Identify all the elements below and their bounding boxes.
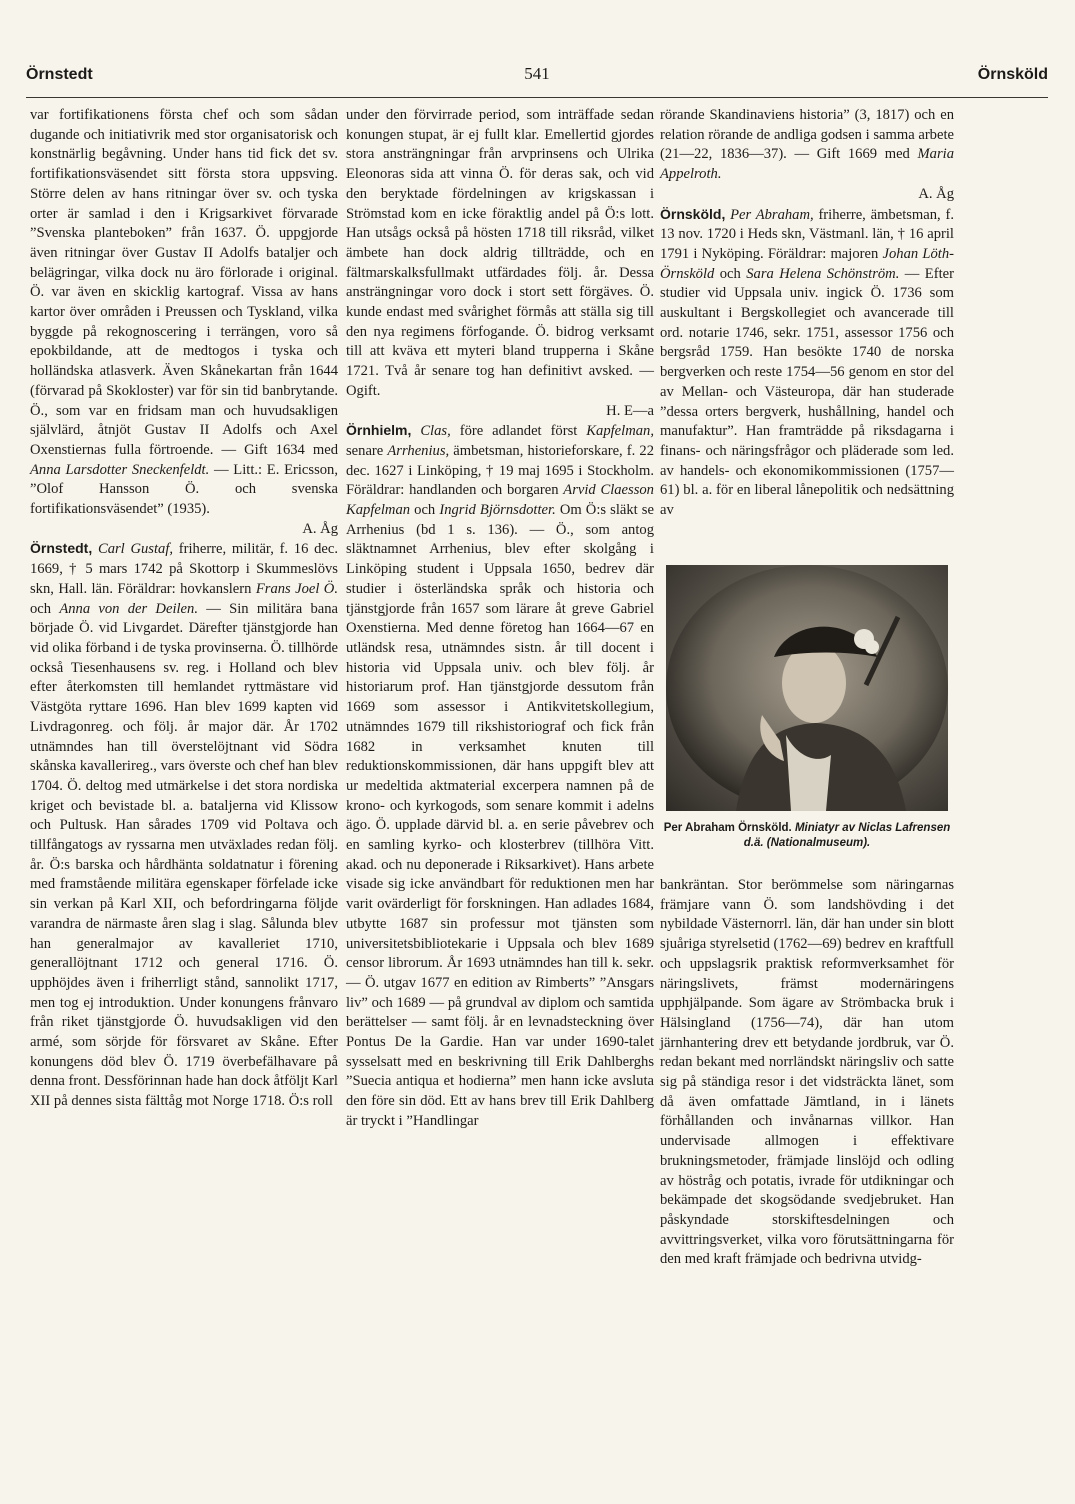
former-name: Arrhenius,	[387, 442, 450, 459]
mother-name: Ingrid Björnsdotter.	[439, 502, 556, 519]
paragraph	[660, 876, 954, 1270]
given-names: Carl Gustaf,	[97, 541, 174, 558]
text-run: var fortifikationens första chef och som sådan dugande och initiativrik med stor organisatorisk och konstnärlig begåvning. Under hans tid fick det sv. fortifikationsväsendet sitt första stora uppsving. Större delen av hans ritningar över sv. och tyska orter är samlad i den i Krigsarkivet förvarade ”Svenska planteboken” från 1637. Ö. uppgjorde även ritningar över Gustav II Adolfs bataljer och belägringar, vilka dock nu äro förlorade i original. Ö. var även en skicklig kartograf. Vissa av hans kartor över områden i Preussen och Tyskland, vilka byggde på rekognoscering i terrängen, voro så epokbildande, att de medtogos i tyska och holländska atlasverk. Även Skånekartan från 1644 (förvarad på Skokloster) var för sin tid banbrytande. Ö., som var en fridsam man och huvudsakligen självlärd, åtnjöt Gustav II Adolfs och Axel Oxenstiernas fulla förtroende. — Gift 1634 med	[30, 107, 338, 458]
page-header	[26, 66, 1048, 92]
father-name: Johan Löth-Örnsköld	[660, 245, 954, 282]
entry-heading: Örnsköld,	[660, 205, 726, 222]
column-1	[30, 106, 338, 1112]
portrait-illustration	[666, 565, 948, 811]
text-run: och	[719, 265, 741, 282]
entry-paragraph	[346, 421, 654, 1131]
paragraph	[346, 106, 654, 421]
author-signature: H. E—a	[606, 402, 654, 419]
entry-paragraph	[30, 539, 338, 1111]
text-run: friherre, militär, f. 16 dec. 1669, † 5 mars 1742 på Skottorp i Skummeslövs skn, Hall. län. Föräldrar: hovkanslern	[30, 541, 339, 597]
running-head-left: Örnstedt	[26, 66, 93, 83]
text-run: bankräntan. Stor berömmelse som näringarnas främjare vann Ö. som landshövding i det nybildade Västernorrl. län, där han under sin blott sjuåriga styrelsetid (1762—69) bedrev en kraftfull och uppslagsrik praktisk reformverksamhet för näringslivets, främst modernäringens upphjälpande. Som ägare av Strömbacka bruk i Hälsingland (1756—74), där han utom järnhantering drev ett betydande jordbruk, var Ö. redan bekant med norrländskt näringsliv och satte sig på ständiga resor i det vidsträckta länet, som då även omfattade Jämtland, in i länets förhållanden och invånarnas villkor. Han undervisade allmogen i effektivare brukningsmetoder, främjade linslöjd och odling av höstråg och potatis, ivrade för utdikningar och bekämpade det skogsödande svedjebruket. Han påskyndade storskiftesdelningen och avvittringsverket, vilka voro förutsättningarna för den med kraft främjade och bedrivna utvidg-	[660, 877, 954, 1268]
father-name: Arvid Claesson Kapfelman	[346, 482, 654, 519]
text-run: och	[414, 502, 436, 519]
text-run: Om Ö:s släkt se Arrhenius (bd 1 s. 136). — Ö., som antog släktnamnet Arrhenius, blev efter skolgång i Linköping student i Uppsala 1650, bedrev där studier i österländska språk och historia och tjänstgjorde från 1657 som lärare åt greve Gabriel Oxenstierna. Med denne företog han 1664—67 en utländsk resa, utnämndes sistn. år till docent i historia vid Uppsala univ. och blev följ. år historiarum prof. Han tjänstgjorde dessutom från 1669 som assessor i Antikvitetskollegium, utnämndes 1679 till rikshistoriograf och fick från 1682 in verksamhet knuten till reduktionskommissionen, där hans uppgift blev att ur medeltida aktmaterial excerpera namnen på de krono- och kyrkogods, som senare kommit i adelns ägo. Ö. upplade därvid bl. a. en serie påvebrev och en samling kyrko- och klosterbrev (tillhöra Vitt. akad. och nu deponerade i Riksarkivet). Hans arbete visade sig icke användbart för reduktionen men har varit ovärderligt för forskningen. Han adlades 1684, utbytte 1687 sin professur mot tjänsten som universitetsbibliotekarie i Uppsala och blev 1689 censor librorum. År 1693 utnämndes han till k. sekr. — Ö. utgav 1677 en edition av Rimberts” ”Ansgars liv” och 1689 — på grundval av diplom och samtida berättelser — samt följ. år en levnadsteckning över Pontus De la Gardie. Han var under 1690-talet sysselsatt med en beskrivning till Erik Dahlberghs ”Suecia antiqua et hodierna” men hann icke avsluta den före sin död. Ett av hans brev till Erik Dahlberg är tryckt i ”Handlingar	[346, 502, 654, 1129]
column-3-bottom	[660, 876, 954, 1270]
text-run: — Efter studier vid Uppsala univ. ingick Ö. 1736 som auskultant i Bergskollegiet och avancerade till ord. notarie 1746, sekr. 1751, assessor 1756 och bergsråd 1759. Han besökte 1740 de norska bergverken och reste 1754—56 genom en stor del av Mellan- och Västeuropa, där han studerade ”dessa orters bergverk, hushållning, handel och manufaktur”. Han framträdde på riksdagarna i finans- och näringsfrågor och pläderade som led. av handels- och ekonomikommissionen (1757—61) bl. a. för en liberal lånepolitik och nedsättning av	[660, 265, 954, 519]
spouse-name: Anna Larsdotter Sneckenfeldt.	[30, 461, 210, 478]
mother-name: Sara Helena Schönström.	[746, 265, 900, 282]
mother-name: Anna von der Deilen.	[59, 600, 198, 617]
father-name: Frans Joel Ö.	[255, 580, 338, 597]
text-run: friherre, ämbetsman, f. 13 nov. 1720 i Heds skn, Västmanl. län, † 16 april 1791 i Nyköping. Föräldrar: majoren	[660, 206, 954, 262]
text-run: och	[30, 600, 52, 617]
author-signature: A. Åg	[302, 520, 338, 537]
column-3-top	[660, 106, 954, 521]
entry-paragraph	[660, 205, 954, 521]
entry-heading: Örnstedt,	[30, 540, 93, 557]
running-head-right: Örnsköld	[977, 66, 1048, 83]
portrait-figure	[660, 565, 954, 851]
caption-name: Per Abraham Örnsköld.	[663, 822, 792, 834]
paragraph	[660, 106, 954, 205]
former-name: Kapfelman,	[586, 423, 654, 440]
text-run: under den förvirrade period, som inträffade sedan konungen stupat, är ej fullt klar. Emellertid gjordes stora ansträngningar från arvprinsens och Ulrika Eleonoras sida att vinna Ö. för deras sak, och vid den beryktade fördelningen av krigskassan i Strömstad kom en icke föraktlig andel på Ö:s lott. Han utsågs också på hösten 1718 till riksråd, vilket ämbete han dock aldrig tillträdde, och en fältmarskalksfullmakt utfärdades följ. år. Dessa ansträngningar voro dock i stort sett förgäves. Ö. kunde endast med svårighet förmås att ställa sig till den nya regimens förfogande. Ö. bidrog verksamt till att kväva ett myteri bland trupperna i Skåne 1721. Två år senare tog han definitivt avsked. — Ogift.	[346, 107, 654, 399]
author-signature: A. Åg	[918, 185, 954, 202]
entry-heading: Örnhielm,	[346, 422, 412, 439]
text-run: ämbetsman, historieforskare, f. 22 dec. 1627 i Linköping, † 19 maj 1695 i Stockholm. Föräldrar: handlanden och borgaren	[346, 442, 655, 499]
paragraph	[30, 106, 338, 539]
text-run: före adlandet först	[459, 423, 578, 440]
text-run: — Litt.: E. Ericsson, ”Olof Hansson Ö. och svenska fortifikationsväsendet” (1935).	[30, 461, 338, 518]
given-names: Per Abraham,	[730, 206, 814, 223]
header-rule	[26, 97, 1048, 98]
text-run: rörande Skandinaviens historia” (3, 1817) och en relation rörande de andliga godsen i samma arbete (21—22, 1836—37). — Gift 1669 med	[660, 107, 954, 163]
text-run: — Sin militära bana började Ö. vid Livgardet. Därefter tjänstgjorde han vid olika förband i de tyska provinserna. Ö. tillhörde också Tiesenhausens sv. reg. i Holland och blev efter återkomsten till hemlandet ryttmästare vid Västgöta ryttare 1696. Han blev 1699 kapten vid Livdragonreg. och följ. år major där. År 1702 utnämndes han till överstelöjtnant vid Södra skånska kavallerireg., vars överste och chef han blev 1704. Ö. deltog med utmärkelse i det stora nordiska kriget och bevistade bl. a. bataljerna vid Klissow och Pultusk. Han sårades 1709 vid Poltava och tillfångatogs av ryssarna men utväxlades redan följ. år. Ö:s barska och hårdhänta soldatnatur i förening med framstående militära egenskaper förfelade icke sin verkan på Karl XII, och befordringarna följde varandra de närmaste åren slag i slag. Sålunda blev han generalmajor av kavalleriet 1710, generallöjtnant 1712 och general 1716. Ö. upphöjdes även i friherrligt stånd, sannolikt 1717, men tog ej introduktion. Under konungens frånvaro från riket tjänstgjorde Ö. huvudsakligen vid den armé, som sörjde för försvaret av Skåne. Efter konungens död blev Ö. 1719 överbefälhavare på denna front. Dessförinnan hade han dock åtföljt Karl XII på dennes sista fälttåg mot Norge 1718. Ö:s roll	[30, 600, 339, 1110]
spouse-name: Maria Appelroth.	[660, 146, 954, 183]
text-run: senare	[346, 442, 384, 459]
page-number: 541	[524, 64, 550, 83]
portrait-caption	[660, 821, 954, 851]
column-2	[346, 106, 654, 1132]
caption-detail: Miniatyr av Niclas Lafrensen d.ä. (Nationalmuseum).	[743, 822, 951, 849]
portrait-image	[666, 565, 948, 811]
given-names: Clas,	[420, 423, 451, 440]
